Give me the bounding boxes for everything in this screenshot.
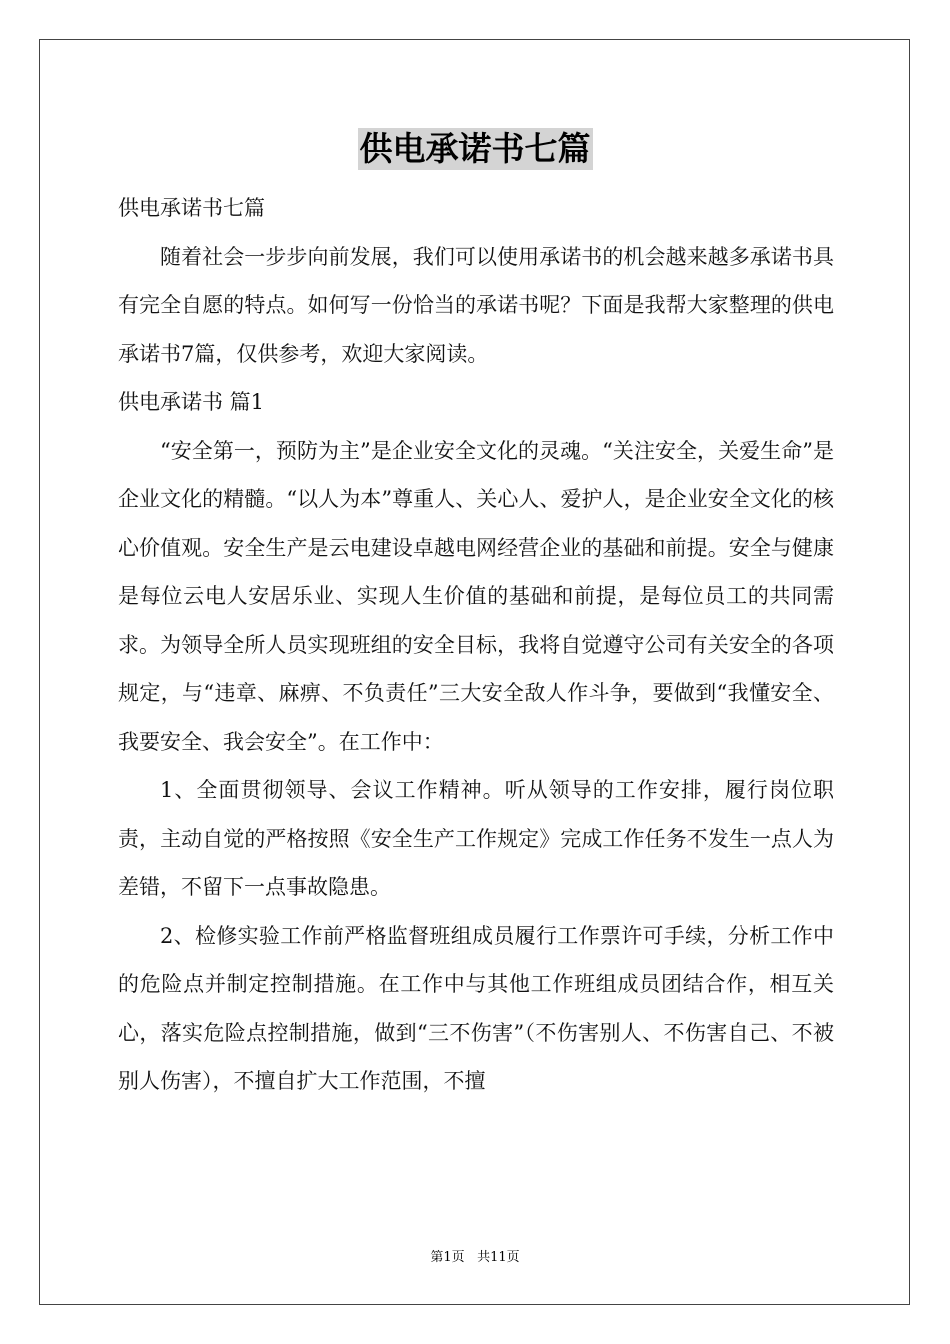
paragraph: 1、全面贯彻领导、会议工作精神。听从领导的工作安排，履行岗位职责，主动自觉的严格按照《安全生产工作规定》完成工作任务不发生一点人为差错，不留下一点事故隐患。 [118, 778, 834, 899]
document-title: 供电承诺书七篇 [359, 129, 591, 168]
document-body [118, 184, 834, 1106]
paragraph: “安全第一，预防为主”是企业安全文化的灵魂。“关注安全，关爱生命”是企业文化的精髓。“以人为本”尊重人、关心人、爱护人，是企业安全文化的核心价值观。安全生产是云电建设卓越电网经营企业的基础和前提。安全与健康是每位云电人安居乐业、实现人生价值的基础和前提，是每位员工的共同需求。为领导全所人员实现班组的安全目标，我将自觉遵守公司有关安全的各项规定，与“违章、麻痹、不负责任”三大安全敌人作斗争，要做到“我懂安全、我要安全、我会安全”。在工作中： [118, 438, 834, 754]
title-container [0, 128, 950, 170]
page-number: 第1页 [430, 1250, 465, 1265]
page-total: 共11页 [477, 1250, 520, 1265]
paragraph: 随着社会一步步向前发展，我们可以使用承诺书的机会越来越多承诺书具有完全自愿的特点。如何写一份恰当的承诺书呢？下面是我帮大家整理的供电承诺书7篇，仅供参考，欢迎大家阅读。 [118, 244, 834, 366]
paragraph: 2、检修实验工作前严格监督班组成员履行工作票许可手续，分析工作中的危险点并制定控制措施。在工作中与其他工作班组成员团结合作，相互关心，落实危险点控制措施，做到“三不伤害”（不伤害别人、不伤害自己、不被别人伤害），不擅自扩大工作范围，不擅 [118, 923, 834, 1093]
page-footer [0, 1246, 950, 1265]
paragraph: 供电承诺书七篇 [118, 196, 265, 220]
section-heading: 供电承诺书 篇1 [118, 390, 265, 414]
